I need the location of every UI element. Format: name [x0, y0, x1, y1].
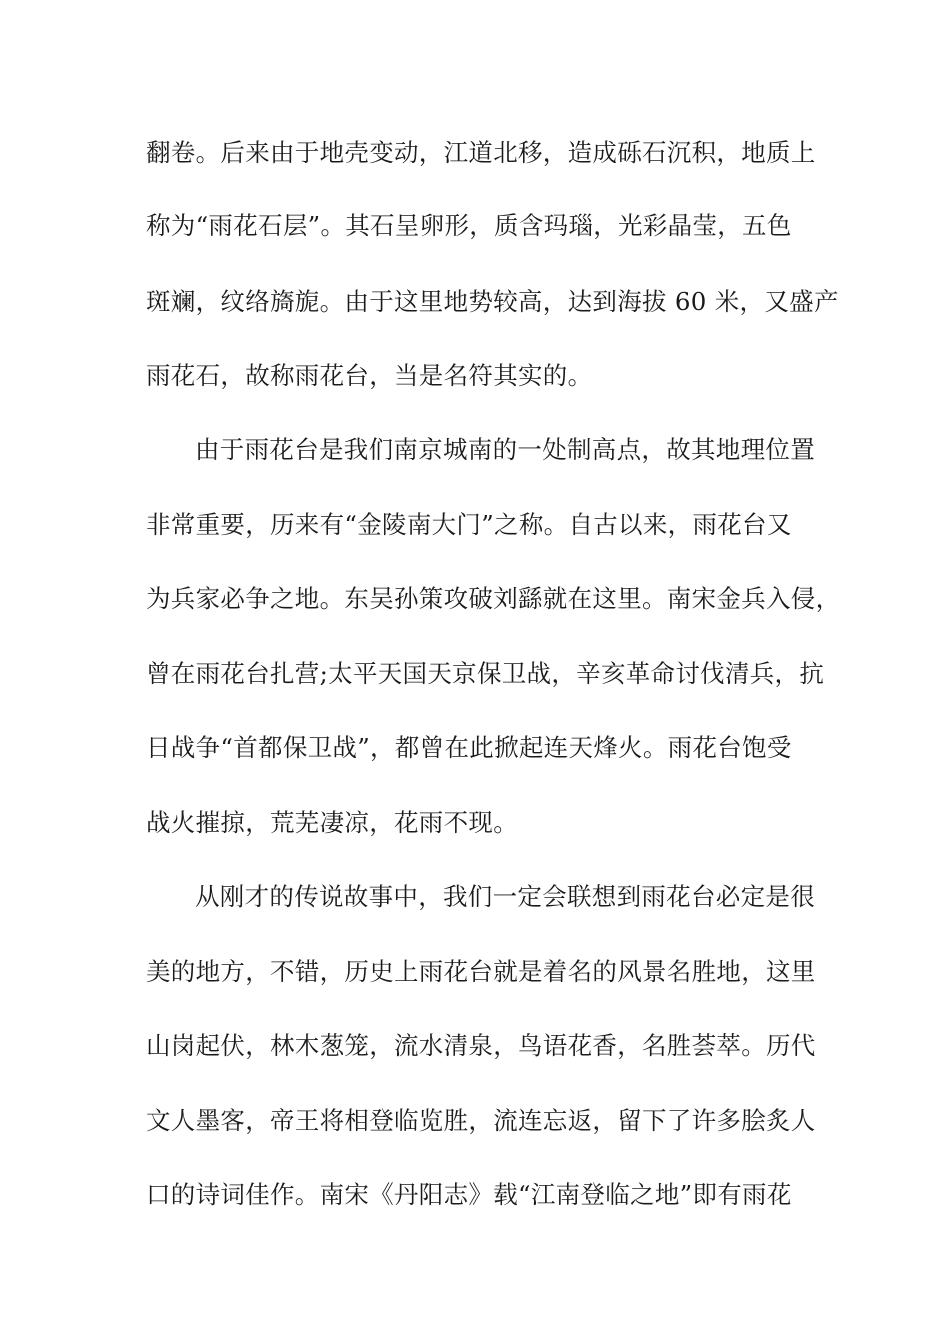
- text-line: 山岗起伏，林木葱笼，流水清泉，鸟语花香，名胜荟萃。历代: [146, 1031, 816, 1060]
- text-line: 美的地方，不错，历史上雨花台就是着名的风景名胜地，这里: [146, 957, 816, 986]
- text-line: 雨花石，故称雨花台，当是名符其实的。: [146, 361, 593, 390]
- text-line: 为兵家必争之地。东吴孙策攻破刘繇就在这里。南宋金兵入侵，: [146, 584, 841, 613]
- text-line: 文人墨客，帝王将相登临览胜，流连忘返，留下了许多脍炙人: [146, 1106, 816, 1135]
- text-line: 日战争“首都保卫战”，都曾在此掀起连天烽火。雨花台饱受: [146, 733, 792, 762]
- paragraph-first-line: 由于雨花台是我们南京城南的一处制高点，故其地理位置: [195, 435, 815, 464]
- text-line: 斑斓，纹络旖旎。由于这里地势较高，达到海拔 60 米，又盛产: [146, 287, 839, 316]
- text-line: 非常重要，历来有“金陵南大门”之称。自古以来，雨花台又: [146, 510, 792, 539]
- text-line: 曾在雨花台扎营;太平天国天京保卫战，辛亥革命讨伐清兵，抗: [146, 659, 825, 688]
- text-line: 翻卷。后来由于地壳变动，江道北移，造成砾石沉积，地质上: [146, 138, 816, 167]
- paragraph-first-line: 从刚才的传说故事中，我们一定会联想到雨花台必定是很: [195, 882, 815, 911]
- text-line: 称为“雨花石层”。其石呈卵形，质含玛瑙，光彩晶莹，五色: [146, 211, 792, 240]
- text-line: 战火摧掠，荒芜凄凉，花雨不现。: [146, 808, 518, 837]
- text-line: 口的诗词佳作。南宋《丹阳志》载“江南登临之地”即有雨花: [146, 1180, 792, 1209]
